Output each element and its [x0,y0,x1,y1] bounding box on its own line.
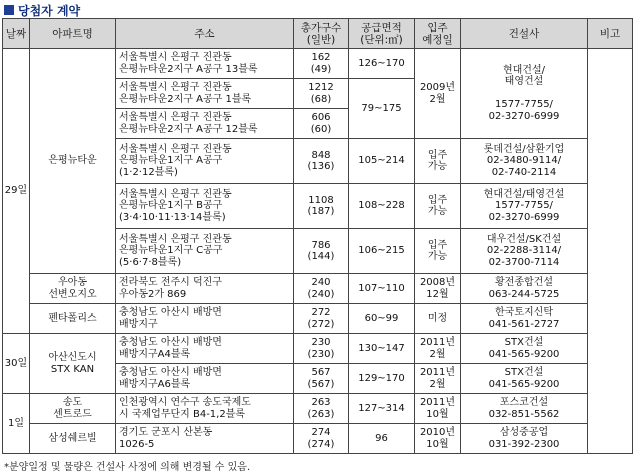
header-note: 비고 [588,19,633,49]
apt-name-cell: 은평뉴타운 [30,49,116,274]
table-row [3,304,633,334]
units-cell: 1108 (187) [294,184,349,229]
units-cell: 567 (567) [294,364,349,394]
address-cell: 서울특별시 은평구 진관동 은평뉴타운1지구 A공구 (1·2·12블록) [116,139,294,184]
builder-cell: 현대건설/태영건설 1577-7755/ 02-3270-6999 [461,184,588,229]
square-bullet-icon [4,5,14,15]
units-cell: 272 (272) [294,304,349,334]
area-cell: 129~170 [349,364,415,394]
section-title-text: 당첨자 계약 [18,3,81,18]
movein-cell: 2011년 2월 [415,364,461,394]
address-cell: 경기도 군포시 산본동 1026-5 [116,424,294,454]
address-cell: 서울특별시 은평구 진관동 은평뉴타운1지구 B공구 (3·4·10·11·13·14블록) [116,184,294,229]
apt-name-cell: 우아동 선변오지오 [30,274,116,304]
movein-cell: 입주 가능 [415,229,461,274]
header-date: 날짜 [3,19,30,49]
units-cell: 786 (144) [294,229,349,274]
builder-cell: 롯데건설/삼환기업 02-3480-9114/ 02-740-2114 [461,139,588,184]
date-cell: 30일 [3,334,30,394]
header-row [3,19,633,49]
note-cell [588,49,633,454]
movein-cell: 미정 [415,304,461,334]
movein-cell: 2011년 2월 [415,334,461,364]
builder-cell: 현대건설/ 태영건설 1577-7755/ 02-3270-6999 [461,49,588,139]
address-cell: 서울특별시 은평구 진관동 은평뉴타운1지구 C공구 (5·6·7·8블록) [116,229,294,274]
apt-name-cell: 삼성쉐르빌 [30,424,116,454]
address-cell: 서울특별시 은평구 진관동 은평뉴타운2지구 A공구 13블록 [116,49,294,79]
units-cell: 240 (240) [294,274,349,304]
builder-cell: 대우건설/SK건설 02-2288-3114/ 02-3700-7114 [461,229,588,274]
header-builder: 건설사 [461,19,588,49]
area-cell: 130~147 [349,334,415,364]
area-cell: 105~214 [349,139,415,184]
address-cell: 인천광역시 연수구 송도국제도 시 국제업무단지 B4-1,2블록 [116,394,294,424]
area-cell: 106~215 [349,229,415,274]
builder-cell: STX건설 041-565-9200 [461,364,588,394]
address-cell: 충청남도 아산시 배방면 배방지구 [116,304,294,334]
table-row [3,49,633,79]
apt-name-cell: 송도 센트로드 [30,394,116,424]
address-cell: 충청남도 아산시 배방면 배방지구A6블록 [116,364,294,394]
movein-cell: 2011년 10월 [415,394,461,424]
table-row [3,394,633,424]
units-cell: 263 (263) [294,394,349,424]
address-cell: 전라북도 전주시 덕진구 우아동2가 869 [116,274,294,304]
builder-cell: 황전종합건설 063-244-5725 [461,274,588,304]
date-cell: 1일 [3,394,30,454]
movein-cell: 입주 가능 [415,184,461,229]
area-cell: 79~175 [349,79,415,139]
address-cell: 서울특별시 은평구 진관동 은평뉴타운2지구 A공구 1블록 [116,79,294,109]
units-cell: 1212 (68) [294,79,349,109]
movein-cell: 2010년 10월 [415,424,461,454]
area-cell: 60~99 [349,304,415,334]
area-cell: 126~170 [349,49,415,79]
area-cell: 107~110 [349,274,415,304]
table-row [3,334,633,364]
builder-cell: STX건설 041-565-9200 [461,334,588,364]
units-cell: 162 (49) [294,49,349,79]
area-cell: 108~228 [349,184,415,229]
table-row [3,274,633,304]
units-cell: 606 (60) [294,109,349,139]
apt-name-cell: 펜타폴리스 [30,304,116,334]
header-area: 공급면적 (단위:㎡) [349,19,415,49]
header-movein: 입주 예정일 [415,19,461,49]
builder-cell: 한국토지신탁 041-561-2727 [461,304,588,334]
header-apt: 아파트명 [30,19,116,49]
units-cell: 230 (230) [294,334,349,364]
units-cell: 274 (274) [294,424,349,454]
movein-cell: 2008년 12월 [415,274,461,304]
address-cell: 충청남도 아산시 배방면 배방지구A4블록 [116,334,294,364]
footnote: *분양일정 및 물량은 건설사 사정에 의해 변경될 수 있음. [4,462,251,473]
builder-cell: 포스코건설 032-851-5562 [461,394,588,424]
section-title [4,2,80,18]
header-units: 총가구수 (일반) [294,19,349,49]
builder-cell: 삼성중공업 031-392-2300 [461,424,588,454]
header-address: 주소 [116,19,294,49]
date-cell: 29일 [3,49,30,334]
apt-name-cell: 아산신도시 STX KAN [30,334,116,394]
address-cell: 서울특별시 은평구 진관동 은평뉴타운2지구 A공구 12블록 [116,109,294,139]
area-cell: 127~314 [349,394,415,424]
table-row [3,424,633,454]
contract-schedule-table [2,18,633,454]
units-cell: 848 (136) [294,139,349,184]
movein-cell: 입주 가능 [415,139,461,184]
movein-cell: 2009년 2월 [415,49,461,139]
area-cell: 96 [349,424,415,454]
